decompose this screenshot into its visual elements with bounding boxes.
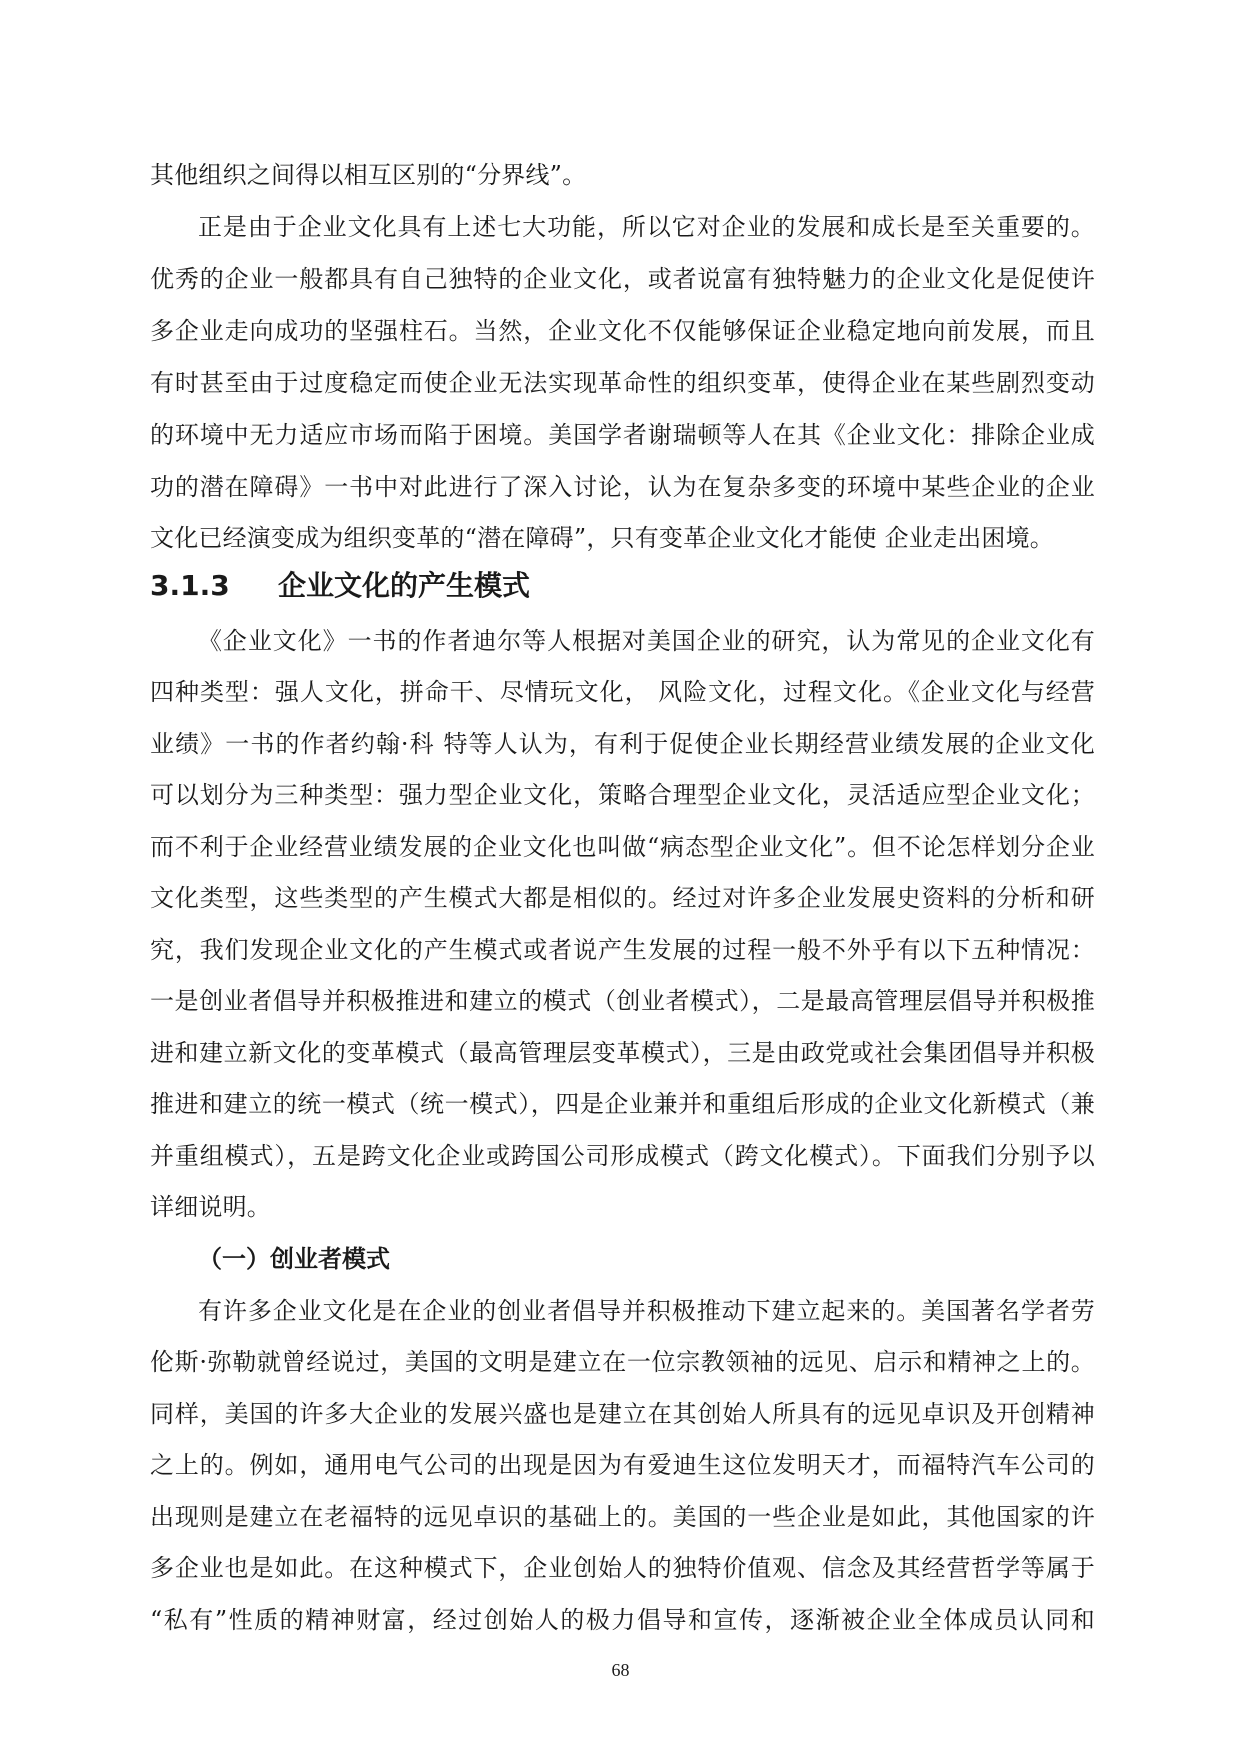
paragraph-line: 进和建立新文化的变革模式（最高管理层变革模式），三是由政党或社会集团倡导并积极 (150, 1039, 1095, 1067)
paragraph-line: 正是由于企业文化具有上述七大功能，所以它对企业的发展和成长是至关重要的。 (198, 213, 1095, 241)
paragraph-line: 可以划分为三种类型：强力型企业文化，策略合理型企业文化，灵活适应型企业文化； (150, 781, 1095, 809)
subsection-heading: （一）创业者模式 (198, 1245, 390, 1273)
paragraph-line: 其他组织之间得以相互区别的“分界线”。 (150, 161, 587, 189)
paragraph-line: 详细说明。 (150, 1193, 271, 1221)
paragraph-line: 四种类型：强人文化，拼命干、尽情玩文化， 风险文化，过程文化。《企业文化与经营 (150, 678, 1095, 706)
paragraph-line: 一是创业者倡导并积极推进和建立的模式（创业者模式），二是最高管理层倡导并积极推 (150, 987, 1095, 1015)
paragraph-line: “私有”性质的精神财富，经过创始人的极力倡导和宣传，逐渐被企业全体成员认同和 (150, 1606, 1095, 1634)
section-heading (150, 568, 1095, 604)
paragraph-line: 多企业走向成功的坚强柱石。当然，企业文化不仅能够保证企业稳定地向前发展，而且 (150, 317, 1095, 345)
paragraph-line: 业绩》一书的作者约翰·科 特等人认为，有利于促使企业长期经营业绩发展的企业文化 (150, 730, 1095, 758)
paragraph-line: 同样，美国的许多大企业的发展兴盛也是建立在其创始人所具有的远见卓识及开创精神 (150, 1400, 1095, 1428)
paragraph-line: 多企业也是如此。在这种模式下，企业创始人的独特价值观、信念及其经营哲学等属于 (150, 1554, 1095, 1582)
paragraph-line: 文化类型，这些类型的产生模式大都是相似的。经过对许多企业发展史资料的分析和研 (150, 884, 1095, 912)
section-title: 企业文化的产生模式 (278, 569, 531, 602)
paragraph-line: 而不利于企业经营业绩发展的企业文化也叫做“病态型企业文化”。但不论怎样划分企业 (150, 833, 1095, 861)
paragraph-line: 究，我们发现企业文化的产生模式或者说产生发展的过程一般不外乎有以下五种情况： (150, 936, 1095, 964)
paragraph-line: 伦斯·弥勒就曾经说过，美国的文明是建立在一位宗教领袖的远见、启示和精神之上的。 (150, 1348, 1095, 1376)
paragraph-line: 之上的。例如，通用电气公司的出现是因为有爱迪生这位发明天才，而福特汽车公司的 (150, 1451, 1095, 1479)
paragraph-line: 有时甚至由于过度稳定而使企业无法实现革命性的组织变革，使得企业在某些剧烈变动 (150, 369, 1095, 397)
paragraph-line: 《企业文化》一书的作者迪尔等人根据对美国企业的研究，认为常见的企业文化有 (198, 627, 1095, 655)
paragraph-line: 功的潜在障碍》一书中对此进行了深入讨论，认为在复杂多变的环境中某些企业的企业 (150, 473, 1095, 501)
paragraph-line: 推进和建立的统一模式（统一模式），四是企业兼并和重组后形成的企业文化新模式（兼 (150, 1090, 1095, 1118)
paragraph-line: 文化已经演变成为组织变革的“潜在障碍”，只有变革企业文化才能使 企业走出困境。 (150, 524, 1054, 552)
paragraph-line: 出现则是建立在老福特的远见卓识的基础上的。美国的一些企业是如此，其他国家的许 (150, 1503, 1095, 1531)
paragraph-line: 有许多企业文化是在企业的创业者倡导并积极推动下建立起来的。美国著名学者劳 (198, 1297, 1095, 1325)
section-number: 3.1.3 (150, 569, 230, 602)
paragraph-line: 并重组模式），五是跨文化企业或跨国公司形成模式（跨文化模式）。下面我们分别予以 (150, 1142, 1095, 1170)
paragraph-line: 的环境中无力适应市场而陷于困境。美国学者谢瑞顿等人在其《企业文化：排除企业成 (150, 421, 1095, 449)
page-number: 68 (611, 1660, 630, 1680)
paragraph-line: 优秀的企业一般都具有自己独特的企业文化，或者说富有独特魅力的企业文化是促使许 (150, 265, 1095, 293)
